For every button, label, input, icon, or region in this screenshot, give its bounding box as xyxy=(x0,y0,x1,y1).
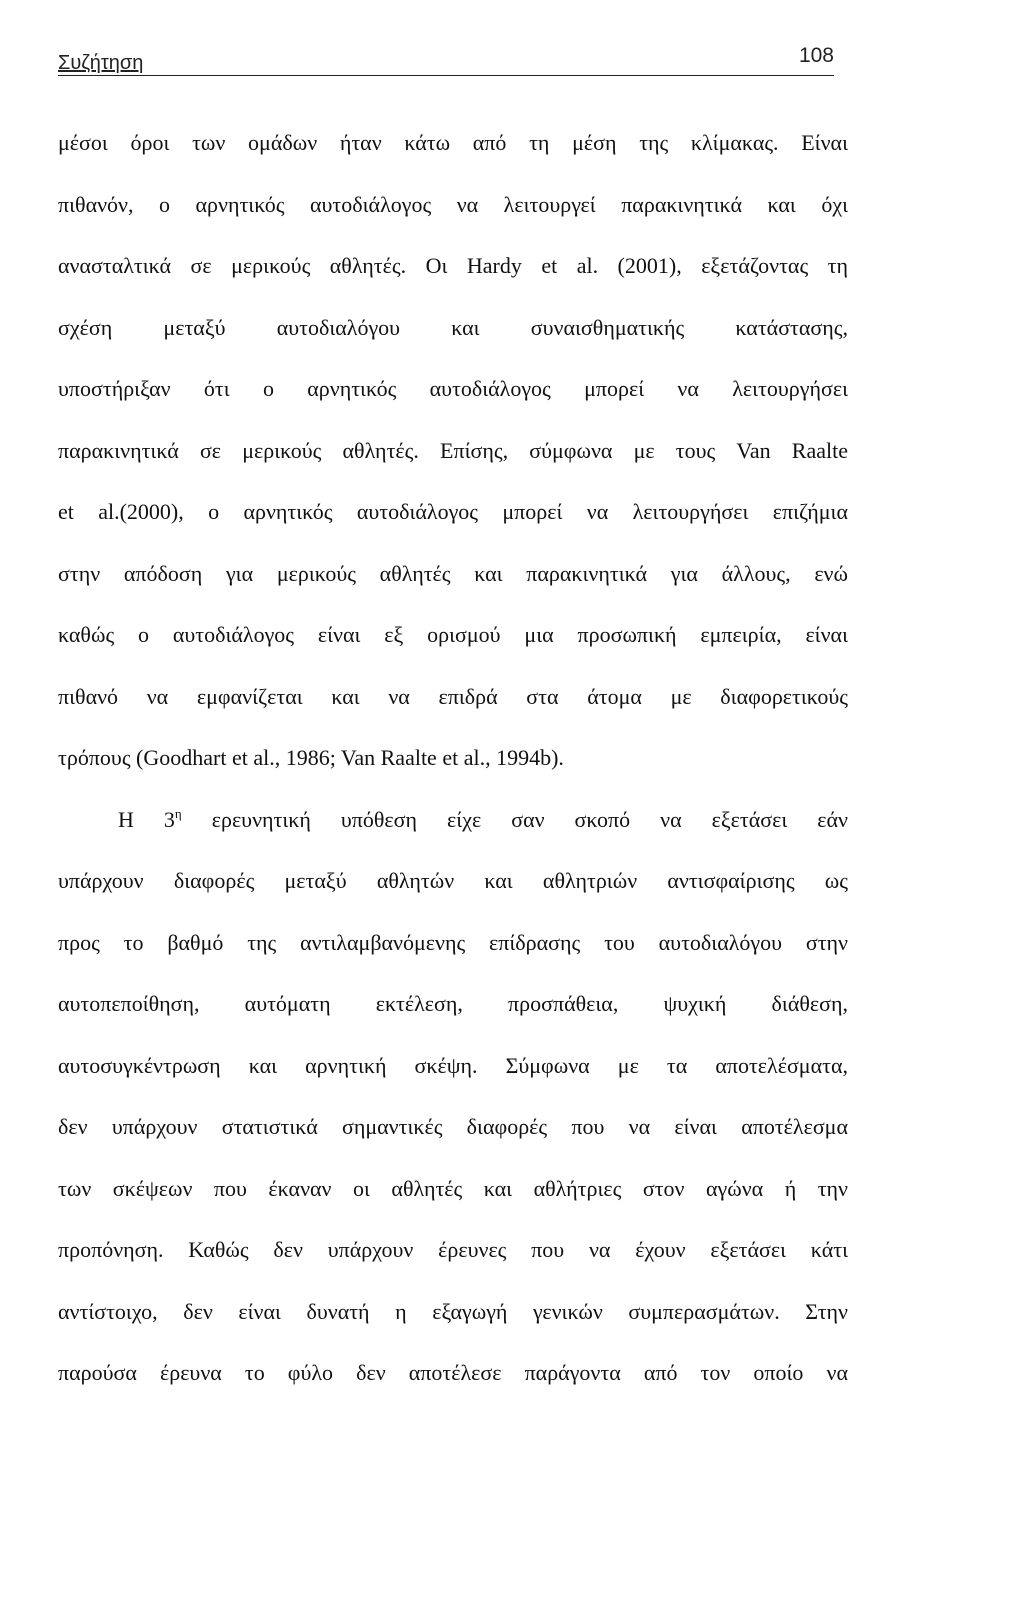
text-line: υποστήριξαν ότι ο αρνητικός αυτοδιάλογος μπορεί να λειτουργήσει xyxy=(58,376,848,401)
line-start: Η 3 xyxy=(118,806,175,832)
text-line: σχέση μεταξύ αυτοδιαλόγου και συναισθηματικής κατάστασης, xyxy=(58,314,848,340)
text-line: αυτοπεποίθηση, αυτόματη εκτέλεση, προσπάθεια, ψυχική διάθεση, xyxy=(58,991,848,1016)
text-line: ανασταλτικά σε μερικούς αθλητές. Οι Hardy et al. (2001), εξετάζοντας τη xyxy=(58,253,848,278)
text-line: πιθανόν, ο αρνητικός αυτοδιάλογος να λειτουργεί παρακινητικά και όχι xyxy=(58,191,848,217)
section-title: Συζήτηση xyxy=(58,52,144,74)
text-line: αυτοσυγκέντρωση και αρνητική σκέψη. Σύμφωνα με τα αποτελέσματα, xyxy=(58,1052,848,1078)
header-rule xyxy=(58,75,834,76)
text-line: παρούσα έρευνα το φύλο δεν αποτέλεσε παράγοντα από τον οποίο να xyxy=(58,1360,848,1385)
text-line: υπάρχουν διαφορές μεταξύ αθλητών και αθλητριών αντισφαίρισης ως xyxy=(58,868,848,893)
text-line: et al.(2000), ο αρνητικός αυτοδιάλογος μπορεί να λειτουργήσει επιζήμια xyxy=(58,499,848,524)
paragraph-first-line xyxy=(58,789,848,851)
text-line: παρακινητικά σε μερικούς αθλητές. Επίσης, σύμφωνα με τους Van Raalte xyxy=(58,437,848,463)
line-rest: ερευνητική υπόθεση είχε σαν σκοπό να εξετάσει εάν xyxy=(181,806,848,832)
text-line: προπόνηση. Καθώς δεν υπάρχουν έρευνες που να έχουν εξετάσει κάτι xyxy=(58,1237,848,1262)
text-line: μέσοι όροι των ομάδων ήταν κάτω από τη μέση της κλίμακας. Είναι xyxy=(58,130,848,155)
page-header xyxy=(58,44,834,80)
text-line: τρόπους (Goodhart et al., 1986; Van Raalte et al., 1994b). xyxy=(58,745,564,770)
text-line: πιθανό να εμφανίζεται και να επιδρά στα άτομα με διαφορετικούς xyxy=(58,683,848,709)
text-line: των σκέψεων που έκαναν οι αθλητές και αθλήτριες στον αγώνα ή την xyxy=(58,1175,848,1201)
text-line: δεν υπάρχουν στατιστικά σημαντικές διαφορές που να είναι αποτέλεσμα xyxy=(58,1114,848,1139)
text-line: στην απόδοση για μερικούς αθλητές και παρακινητικά για άλλους, ενώ xyxy=(58,560,848,586)
text-line: αντίστοιχο, δεν είναι δυνατή η εξαγωγή γενικών συμπερασμάτων. Στην xyxy=(58,1298,848,1324)
page-number: 108 xyxy=(798,44,834,67)
ordinal-superscript: η xyxy=(174,805,182,821)
text-line: προς το βαθμό της αντιλαμβανόμενης επίδρασης του αυτοδιαλόγου στην xyxy=(58,929,848,955)
text-line: καθώς ο αυτοδιάλογος είναι εξ ορισμού μια προσωπική εμπειρία, είναι xyxy=(58,622,848,647)
body-text xyxy=(58,112,848,1404)
